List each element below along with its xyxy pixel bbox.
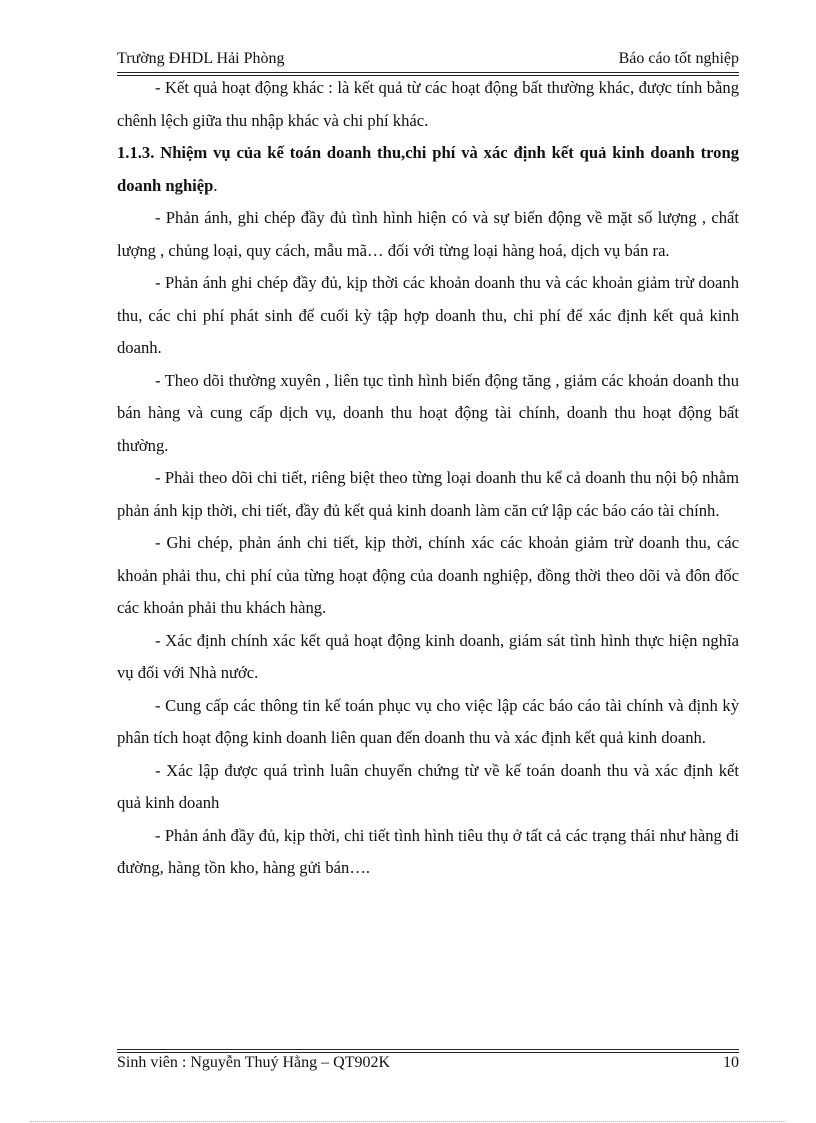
paragraph-task-5: - Ghi chép, phản ánh chi tiết, kịp thời, chính xác các khoản giảm trừ doanh thu, các khoản phải thu, chi phí của từng hoạt động của doanh nghiệp, đồng thời theo dõi và đôn đốc các khoản phải thu khách hàng. <box>117 533 739 617</box>
paragraph-task-3: - Theo dõi thường xuyên , liên tục tình hình biến động tăng , giảm các khoản doanh thu bán hàng và cung cấp dịch vụ, doanh thu hoạt động tài chính, doanh thu hoạt động bất thường. <box>117 370 739 455</box>
footer-rule-thin <box>117 1052 739 1053</box>
paragraph-task-9: - Phản ánh đầy đủ, kịp thời, chi tiết tình hình tiêu thụ ở tất cả các trạng thái như hàng đi đường, hàng tồn kho, hàng gửi bán…. <box>117 825 739 877</box>
section-heading <box>117 137 739 202</box>
section-heading-text: 1.1.3. Nhiệm vụ của kế toán doanh thu,chi phí và xác định kết quả kinh doanh trong doanh nghiệp <box>117 143 739 195</box>
page-edge-divider <box>30 1121 786 1122</box>
paragraph-task-4: - Phải theo dõi chi tiết, riêng biệt theo từng loại doanh thu kể cả doanh thu nội bộ nhằm phản ánh kịp thời, chi tiết, đầy đủ kết quả kinh doanh làm căn cứ lập các báo cáo tài chính. <box>117 468 739 520</box>
footer-rule <box>117 1049 739 1050</box>
paragraph-other-results: - Kết quả hoạt động khác : là kết quả từ các hoạt động bất thường khác, được tính bằng chênh lệch giữa thu nhập khác và chi phí khác. <box>117 78 739 130</box>
header-school: Trường ĐHDL Hải Phòng <box>117 50 285 67</box>
paragraph-task-8: - Xác lập được quá trình luân chuyển chứng từ về kế toán doanh thu và xác định kết quả kinh doanh <box>117 760 739 812</box>
page-body <box>117 72 739 885</box>
paragraph-task-6: - Xác định chính xác kết quả hoạt động kinh doanh, giám sát tình hình thực hiện nghĩa vụ đối với Nhà nước. <box>117 630 739 682</box>
header-report-title: Báo cáo tốt nghiệp <box>618 50 739 67</box>
paragraph-task-7: - Cung cấp các thông tin kế toán phục vụ cho việc lập các báo cáo tài chính và định kỳ phân tích hoạt động kinh doanh liên quan đến doanh thu và xác định kết quả kinh doanh. <box>117 695 739 747</box>
footer-student: Sinh viên : Nguyễn Thuý Hằng – QT902K <box>117 1054 391 1071</box>
page-footer <box>117 1054 739 1076</box>
paragraph-task-1: - Phản ánh, ghi chép đầy đủ tình hình hiện có và sự biến động về mặt số lượng , chất lượng , chủng loại, quy cách, mẫu mã… đối với từng loại hàng hoá, dịch vụ bán ra. <box>117 208 739 260</box>
page-number: 10 <box>723 1054 739 1071</box>
section-heading-period: . <box>213 175 218 195</box>
page-header <box>117 50 739 72</box>
paragraph-task-2: - Phản ánh ghi chép đầy đủ, kịp thời các khoản doanh thu và các khoản giảm trừ doanh thu, các chi phí phát sinh để cuối kỳ tập hợp doanh thu, chi phí để xác định kết quả kinh doanh. <box>117 273 739 357</box>
